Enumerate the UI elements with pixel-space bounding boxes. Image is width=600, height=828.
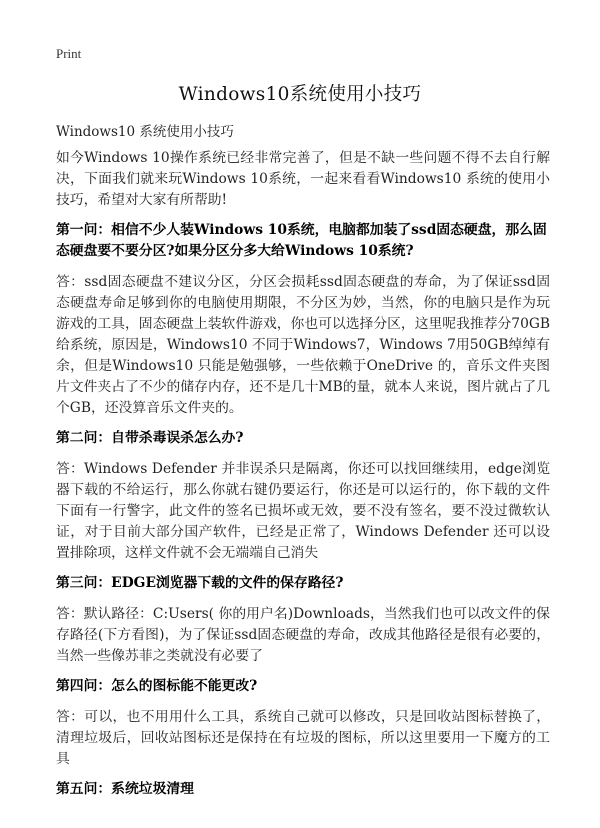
question-5: 第五问：系统垃圾清理 (56, 781, 194, 797)
answer-2: 答：Windows Defender 并非误杀只是隔离，你还可以找回继续用，edge浏览器下载的不给运行，那么你就右键仍要运行，你还是可以运行的，你下载的文件下面有一行警字，此文件的签名已损坏或无效，要不没有签名，要不没过微软认证，对于目前大部分国产软件，已经是正常了，Windows Defender 还可以设置排除项，这样文件就不会无端端自己消失 (56, 461, 550, 561)
print-label: Print (56, 46, 82, 61)
answer-3: 答：默认路径：C:Users( 你的用户名)Downloads，当然我们也可以改文件的保存路径(下方看图)，为了保证ssd固态硬盘的寿命，改成其他路径是很有必要的，当然一些像苏菲之类就没有必要了 (56, 606, 550, 664)
intro-paragraph: 如今Windows 10操作系统已经非常完善了，但是不缺一些问题不得不去自行解决，下面我们就来玩Windows 10系统，一起来看看Windows10 系统的使用小技巧，希望对大家有所帮助! (56, 150, 550, 208)
answer-4: 答：可以，也不用用什么工具，系统自己就可以修改，只是回收站图标替换了，清理垃圾后，回收站图标还是保持在有垃圾的图标，所以这里要用一下魔方的工具 (56, 709, 550, 767)
question-3: 第三问：EDGE浏览器下载的文件的保存路径? (56, 575, 344, 591)
document-subtitle: Windows10 系统使用小技巧 (56, 124, 234, 140)
question-2: 第二问：自带杀毒误杀怎么办? (56, 430, 244, 446)
document-title: Windows10系统使用小技巧 (178, 84, 422, 105)
question-4: 第四问：怎么的图标能不能更改? (56, 678, 258, 694)
question-1: 第一问：相信不少人装Windows 10系统，电脑都加装了ssd固态硬盘，那么固态硬盘要不要分区?如果分区分多大给Windows 10系统? (56, 222, 547, 259)
document-body (56, 148, 550, 800)
answer-1: 答：ssd固态硬盘不建议分区，分区会损耗ssd固态硬盘的寿命，为了保证ssd固态硬盘寿命足够到你的电脑使用期限，不分区为妙，当然，你的电脑只是作为玩游戏的工具，固态硬盘上装软件游戏，你也可以选择分区，这里呢我推荐分70GB给系统，原因是，Windows10 不同于Windows7，Windows 7用50GB绰绰有余，但是Windows10 只能是勉强够，一些依赖于OneDrive 的，音乐文件夹图片文件夹占了不少的储存内存，还不是几十MB的量，就本人来说，图片就占了几个GB，还没算音乐文件夹的。 (56, 274, 551, 416)
